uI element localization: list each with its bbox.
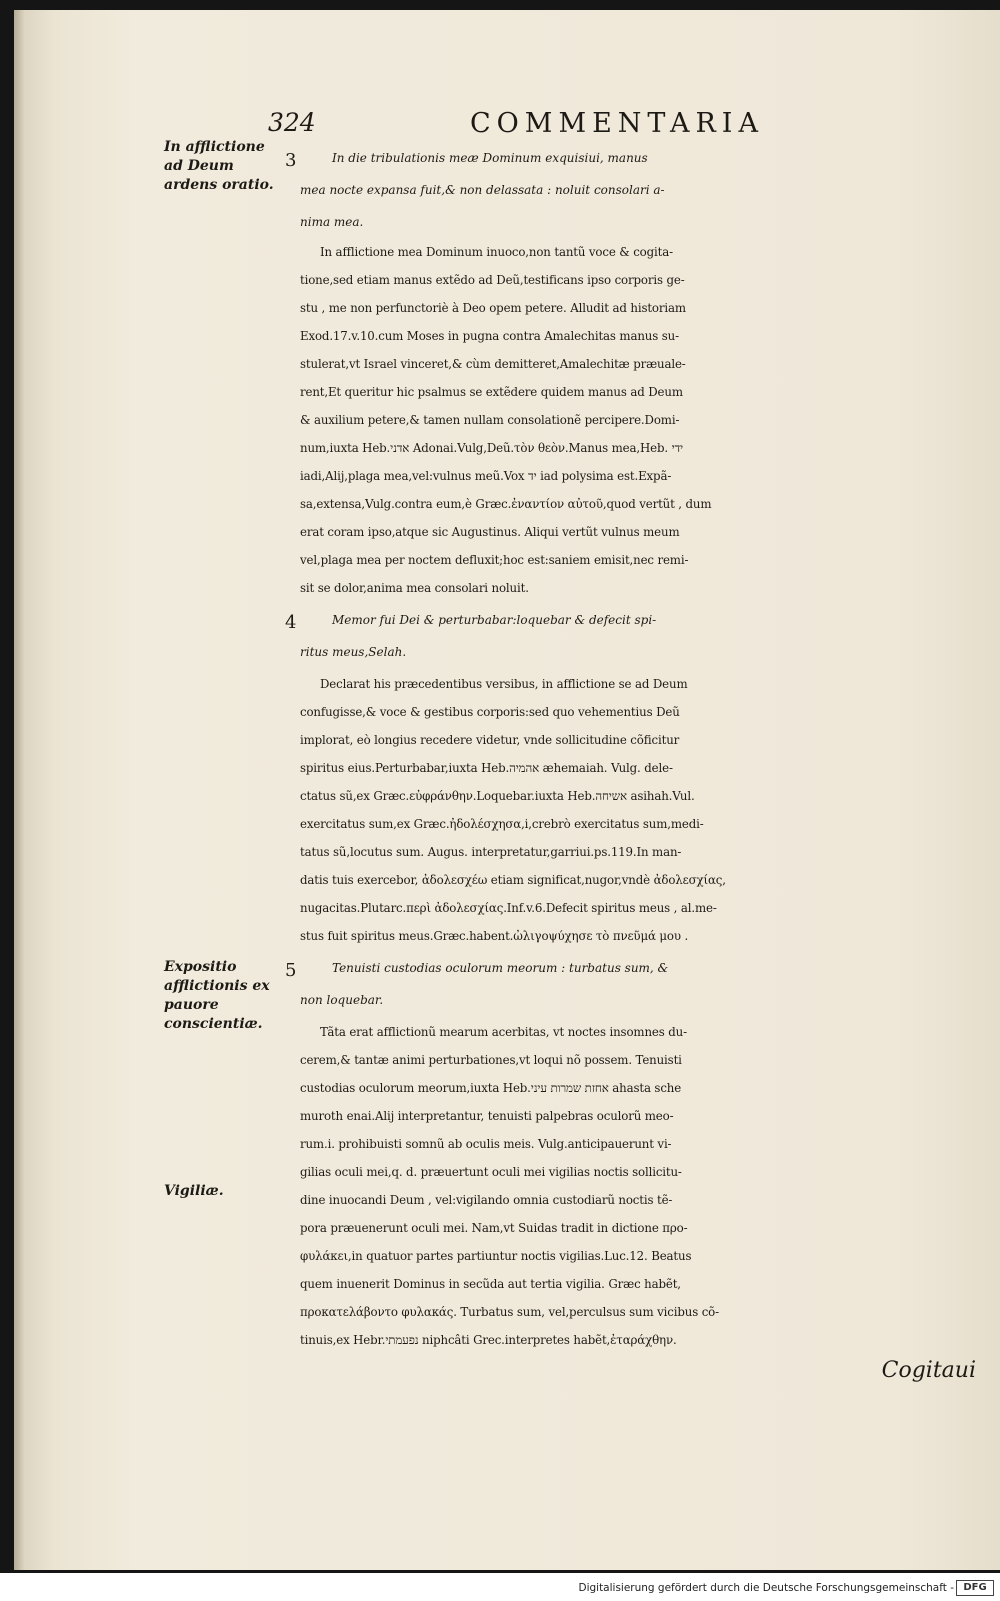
verse-line: mea nocte expansa fuit,& non delassata : noluit consolari a- (300, 183, 665, 197)
text-line: tinuis,ex Hebr.נפעמתי niphcâti Grec.interpretes habẽt,ἐταράχθην. (300, 1333, 677, 1347)
text-line: προκατελάβοντο φυλακάς. Turbatus sum, vel,perculsus sum vicibus cõ- (300, 1305, 719, 1319)
text-line: sit se dolor,anima mea consolari noluit. (300, 581, 529, 595)
text-line: & auxilium petere,& tamen nullam consolationẽ percipere.Domi- (300, 413, 680, 427)
verse-line: non loquebar. (300, 993, 384, 1007)
text-line: exercitatus sum,ex Græc.ἠδολέσχησα,i,crebrò exercitatus sum,medi- (300, 817, 704, 831)
text-line: rent,Et queritur hic psalmus se extẽdere quidem manus ad Deum (300, 385, 683, 399)
catchword: Cogitaui (881, 1358, 976, 1383)
verse-number: 4 (285, 612, 297, 633)
text-line: Tãta erat afflictionũ mearum acerbitas, vt noctes insomnes du- (320, 1025, 687, 1039)
text-line: custodias oculorum meorum,iuxta Heb.אחזת שמרות עיני ahasta sche (300, 1081, 682, 1095)
text-line: nugacitas.Plutarc.περὶ ἀδολεσχίας.Inf.v.6.Defecit spiritus meus , al.me- (300, 901, 717, 915)
book-page (14, 10, 1000, 1570)
text-line: stus fuit spiritus meus.Græc.habent.ὠλιγοψύχησε τὸ πνεῦμά μου . (300, 929, 689, 943)
verse-line: nima mea. (300, 215, 364, 229)
text-line: datis tuis exercebor, ἀδολεσχέω etiam significat,nugor,vndè ἀδολεσχίας, (300, 873, 726, 887)
text-line: ctatus sũ,ex Græc.εὐφράνθην.Loquebar.iuxta Heb.אשיחה asihah.Vul. (300, 789, 695, 803)
verse-line: Memor fui Dei & perturbabar:loquebar & defecit spi- (332, 613, 657, 627)
text-line: φυλάκει,in quatuor partes partiuntur noctis vigilias.Luc.12. Beatus (300, 1249, 692, 1263)
text-line: gilias oculi mei,q. d. præuertunt oculi mei vigilias noctis sollicitu- (300, 1165, 682, 1179)
text-line: cerem,& tantæ animi perturbationes,vt loqui nõ possem. Tenuisti (300, 1053, 682, 1067)
page-header (268, 108, 848, 142)
text-line: tione,sed etiam manus extẽdo ad Deũ,testificans ipso corporis ge- (300, 273, 685, 287)
text-line: stu , me non perfunctoriè à Deo opem petere. Alludit ad historiam (300, 301, 686, 315)
text-line: num,iuxta Heb.אדני Adonai.Vulg,Deũ.τὸν θεὸν.Manus mea,Heb. ידי (300, 441, 683, 455)
page-spine-shadow (14, 10, 24, 1570)
text-line: erat coram ipso,atque sic Augustinus. Aliqui vertũt vulnus meum (300, 525, 680, 539)
running-head: COMMENTARIA (470, 108, 764, 139)
text-line: muroth enai.Alij interpretantur, tenuisti palpebras oculorũ meo- (300, 1109, 674, 1123)
verse-line: ritus meus,Selah. (300, 645, 407, 659)
text-line: implorat, eò longius recedere videtur, vnde sollicitudine cõficitur (300, 733, 680, 747)
margin-note: In afflictione ad Deum ardens oratio. (164, 139, 274, 193)
margin-note: Vigiliæ. (164, 1183, 224, 1199)
dfg-logo: DFG (956, 1580, 994, 1596)
text-line: iadi,Alij,plaga mea,vel:vulnus meũ.Vox יד iad polysima est.Expã- (300, 469, 672, 483)
text-line: quem inuenerit Dominus in secũda aut tertia vigilia. Græc habẽt, (300, 1277, 681, 1291)
text-line: spiritus eius.Perturbabar,iuxta Heb.אהמיה æhemaiah. Vulg. dele- (300, 761, 673, 775)
verse-number: 5 (285, 960, 297, 981)
text-line: Declarat his præcedentibus versibus, in afflictione se ad Deum (320, 677, 688, 691)
verse-number: 3 (285, 150, 297, 171)
text-line: stulerat,vt Israel vinceret,& cùm demitteret,Amalechitæ præuale- (300, 357, 686, 371)
funding-credit: Digitalisierung gefördert durch die Deutsche Forschungsgemeinschaft - (578, 1582, 954, 1594)
text-line: tatus sũ,locutus sum. Augus. interpretatur,garriui.ps.119.In man- (300, 845, 682, 859)
page-number: 324 (268, 108, 316, 137)
verse-line: In die tribulationis meæ Dominum exquisiui, manus (332, 151, 648, 165)
text-line: sa,extensa,Vulg.contra eum,è Græc.ἐναντίον αὐτοῦ,quod vertũt , dum (300, 497, 712, 511)
margin-note: Expositio afflictionis ex pauore conscientiæ. (164, 959, 270, 1032)
text-line: vel,plaga mea per noctem defluxit;hoc est:saniem emisit,nec remi- (300, 553, 689, 567)
text-line: dine inuocandi Deum , vel:vigilando omnia custodiarũ noctis tẽ- (300, 1193, 673, 1207)
footer-bar (0, 1573, 1000, 1601)
verse-line: Tenuisti custodias oculorum meorum : turbatus sum, & (332, 961, 669, 975)
text-line: Exod.17.v.10.cum Moses in pugna contra Amalechitas manus su- (300, 329, 679, 343)
text-line: rum.i. prohibuisti somnũ ab oculis meis. Vulg.anticipauerunt vi- (300, 1137, 672, 1151)
text-line: confugisse,& voce & gestibus corporis:sed quo vehementius Deũ (300, 705, 680, 719)
text-line: pora præuenerunt oculi mei. Nam,vt Suidas tradit in dictione προ- (300, 1221, 688, 1235)
text-line: In afflictione mea Dominum inuoco,non tantũ voce & cogita- (320, 245, 673, 259)
